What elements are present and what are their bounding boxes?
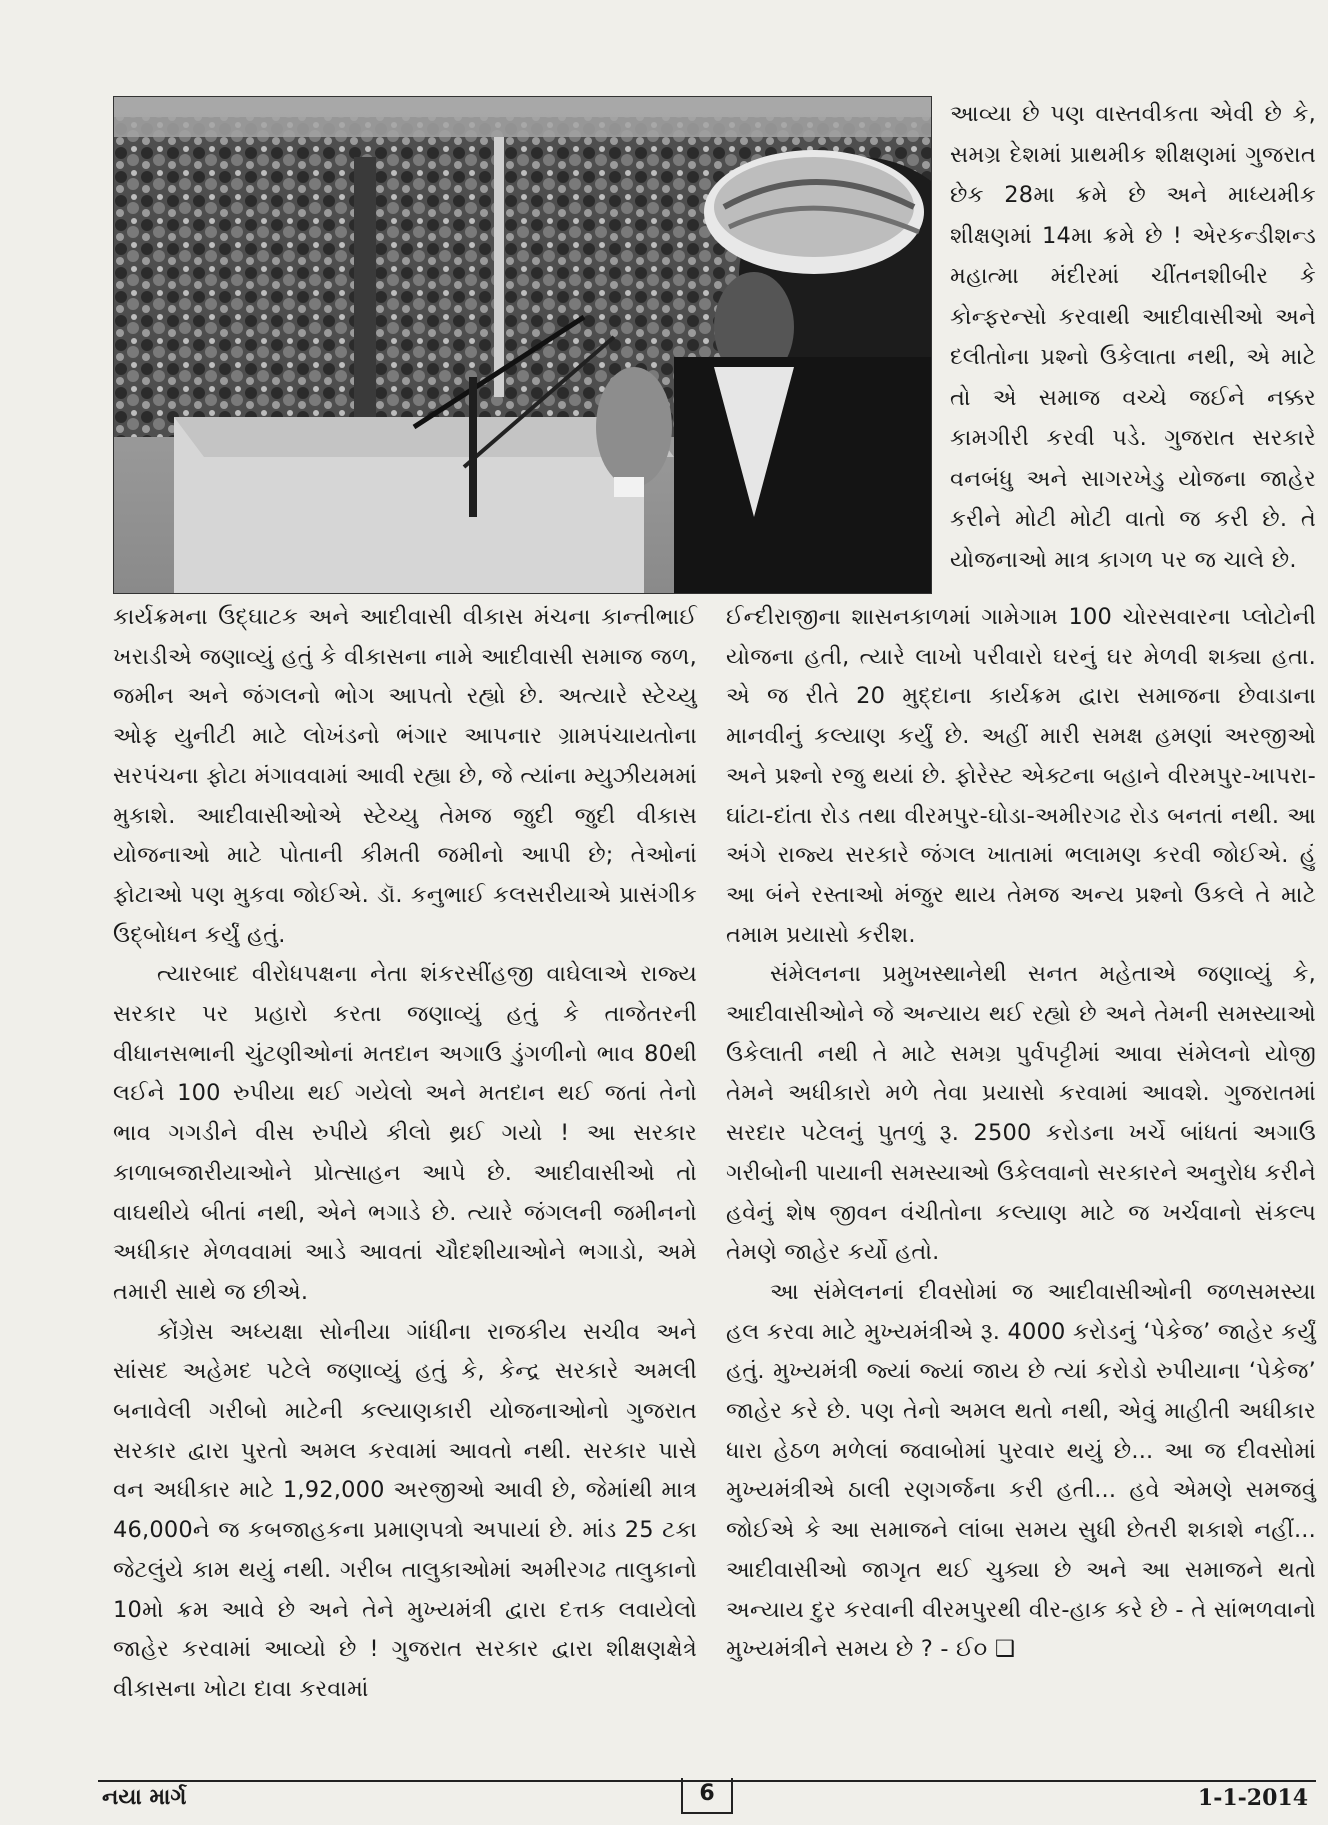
- speaker-at-rally-photo: [114, 97, 931, 593]
- paragraph: સંમેલનના પ્રમુખસ્થાનેથી સનત મહેતાએ જણાવ્યું કે, આદીવાસીઓને જે અન્યાય થઈ રહ્યો છે અને તેમની સમસ્યાઓ ઉકેલાતી નથી તે માટે સમગ્ર પુર્વપટ્ટીમાં આવા સંમેલનો યોજી તેમને અધીકારો મળે તેવા પ્રયાસો કરવામાં આવશે. ગુજરાતમાં સરદાર પટેલનું પુતળું રૂ. 2500 કરોડના ખર્ચે બાંધતાં અગાઉ ગરીબોની પાયાની સમસ્યાઓ ઉકેલવાનો સરકારને અનુરોધ કરીને હવેનું શેષ જીવન વંચીતોના કલ્યાણ માટે જ ખર્ચવાનો સંકલ્પ તેમણે જાહેર કર્યો હતો.: [726, 961, 1316, 1266]
- article-photo: [113, 96, 932, 594]
- article-column-right: [726, 598, 1316, 1670]
- paragraph: ઈન્દીરાજીના શાસનકાળમાં ગામેગામ 100 ચોરસવારના પ્લોટોની યોજના હતી, ત્યારે લાખો પરીવારો ઘરનું ઘર મેળવી શક્યા હતા. એ જ રીતે 20 મુદ્દાના કાર્યક્રમ દ્વારા સમાજના છેવાડાના માનવીનું કલ્યાણ કર્યું છે. અહીં મારી સમક્ષ હમણાં અરજીઓ અને પ્રશ્નો રજુ થયાં છે. ફોરેસ્ટ એક્ટના બહાને વીરમપુર-ખાપરા-ઘાંટા-દાંતા રોડ તથા વીરમપુર-ઘોડા-અમીરગઢ રોડ બનતાં નથી. આ અંગે રાજ્ય સરકારે જંગલ ખાતામાં ભલામણ કરવી જોઈએ. હું આ બંને રસ્તાઓ મંજુર થાય તેમજ અન્ય પ્રશ્નો ઉકલે તે માટે તમામ પ્રયાસો કરીશ.: [726, 604, 1316, 948]
- publication-name: નયા માર્ગ: [102, 1785, 187, 1810]
- page-number: 6: [681, 1778, 733, 1814]
- paragraph: કોંગ્રેસ અધ્યક્ષા સોનીયા ગાંધીના રાજકીય સચીવ અને સાંસદ અહેમદ પટેલે જણાવ્યું હતું કે, કેન્દ્ર સરકારે અમલી બનાવેલી ગરીબો માટેની કલ્યાણકારી યોજનાઓનો ગુજરાત સરકાર દ્વારા પુરતો અમલ કરવામાં આવતો નથી. સરકાર પાસે વન અધીકાર માટે 1,92,000 અરજીઓ આવી છે, જેમાંથી માત્ર 46,000ને જ કબજાહકના પ્રમાણપત્રો અપાયાં છે. માંડ 25 ટકા જેટલુંયે કામ થયું નથી. ગરીબ તાલુકાઓમાં અમીરગઢ તાલુકાનો 10મો ક્રમ આવે છે અને તેને મુખ્યમંત્રી દ્વારા દત્તક લવાયેલો જાહેર કરવામાં આવ્યો છે ! ગુજરાત સરકાર દ્વારા શીક્ષણક્ષેત્રે વીકાસના ખોટા દાવા કરવામાં: [113, 1318, 697, 1702]
- article-column-top-right: [950, 94, 1316, 580]
- paragraph: ત્યારબાદ વીરોધપક્ષના નેતા શંકરસીંહજી વાઘેલાએ રાજ્ય સરકાર પર પ્રહારો કરતા જણાવ્યું હતું કે તાજેતરની વીધાનસભાની ચુંટણીઓનાં મતદાન અગાઉ ડુંગળીનો ભાવ 80થી લઈને 100 રુપીયા થઈ ગયેલો અને મતદાન થઈ જતાં તેનો ભાવ ગગડીને વીસ રુપીયે કીલો થ્રઈ ગયો ! આ સરકાર કાળાબજારીયાઓને પ્રોત્સાહન આપે છે. આદીવાસીઓ તો વાઘથીયે બીતાં નથી, એને ભગાડે છે. ત્યારે જંગલની જમીનનો અધીકાર મેળવવામાં આડે આવતાં ચૌદશીયાઓને ભગાડો, અમે તમારી સાથે જ છીએ.: [113, 961, 697, 1305]
- issue-date: 1-1-2014: [1197, 1785, 1308, 1811]
- paragraph: કાર્યક્રમના ઉદ્ઘાટક અને આદીવાસી વીકાસ મંચના કાન્તીભાઈ ખરાડીએ જણાવ્યું હતું કે વીકાસના નામે આદીવાસી સમાજ જળ, જમીન અને જંગલનો ભોગ આપતો રહ્યો છે. અત્યારે સ્ટેચ્યુ ઓફ યુનીટી માટે લોખંડનો ભંગાર આપનાર ગ્રામપંચાયતોના સરપંચના ફોટા મંગાવવામાં આવી રહ્યા છે, જે ત્યાંના મ્યુઝીયમમાં મુકાશે. આદીવાસીઓએ સ્ટેચ્યુ તેમજ જુદી જુદી વીકાસ યોજનાઓ માટે પોતાની કીમતી જમીનો આપી છે; તેઓનાં ફોટાઓ પણ મુકવા જોઈએ. ડૉ. કનુભાઈ કલસરીયાએ પ્રાસંગીક ઉદ્બોધન કર્યું હતું.: [113, 604, 697, 948]
- paragraph: આવ્યા છે પણ વાસ્તવીકતા એવી છે કે, સમગ્ર દેશમાં પ્રાથમીક શીક્ષણમાં ગુજરાત છેક 28મા ક્રમે છે અને માધ્યમીક શીક્ષણમાં 14મા ક્રમે છે ! એરકન્ડીશન્ડ મહાત્મા મંદીરમાં ચીંતનશીબીર કે કોન્ફરન્સો કરવાથી આદીવાસીઓ અને દલીતોના પ્રશ્નો ઉકેલાતા નથી, એ માટે તો એ સમાજ વચ્ચે જઈને નક્કર કામગીરી કરવી પડે. ગુજરાત સરકારે વનબંધુ અને સાગરખેડુ યોજના જાહેર કરીને મોટી મોટી વાતો જ કરી છે. તે યોજનાઓ માત્ર કાગળ પર જ ચાલે છે.: [950, 101, 1316, 573]
- article-column-left: [113, 598, 697, 1710]
- paragraph: આ સંમેલનનાં દીવસોમાં જ આદીવાસીઓની જળસમસ્યા હલ કરવા માટે મુખ્યમંત્રીએ રૂ. 4000 કરોડનું ‘પેકેજ’ જાહેર કર્યું હતું. મુખ્યમંત્રી જ્યાં જ્યાં જાય છે ત્યાં કરોડો રુપીયાના ‘પેકેજ’ જાહેર કરે છે. પણ તેનો અમલ થતો નથી, એવું માહીતી અધીકાર ધારા હેઠળ મળેલાં જવાબોમાં પુરવાર થયું છે... આ જ દીવસોમાં મુખ્યમંત્રીએ ઠાલી રણગર્જના કરી હતી... હવે એમણે સમજવું જોઈએ કે આ સમાજને લાંબા સમય સુધી છેતરી શકાશે નહીં... આદીવાસીઓ જાગૃત થઈ ચુક્યા છે અને આ સમાજને થતો અન્યાય દુર કરવાની વીરમપુરથી વીર-હાક કરે છે - તે સાંભળવાનો મુખ્યમંત્રીને સમય છે ? - ઈ૦ ❑: [726, 1278, 1316, 1663]
